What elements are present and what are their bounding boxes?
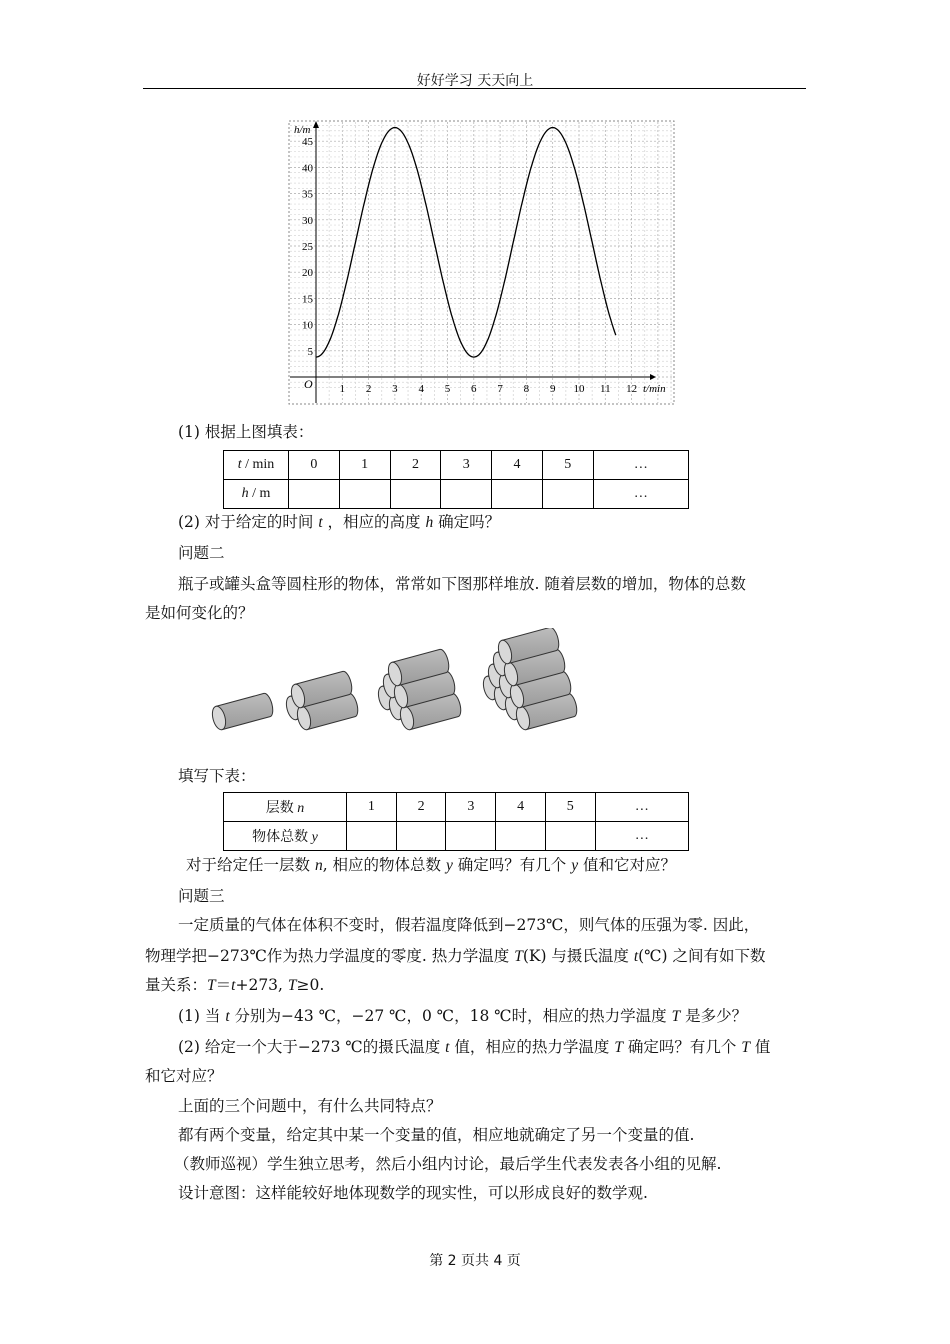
q1-label: (1) 根据上图填表： [178,423,314,441]
table-head-cell: 物体总数 y [224,822,347,851]
y-axis-label: h/m [294,124,311,136]
x-tick-label: 11 [600,383,611,395]
y-axis-arrow [313,121,319,128]
x-tick-label: 6 [471,383,477,395]
y-tick-label: 20 [302,267,313,280]
x-axis-label: t/min [643,383,666,395]
table-cell: 2 [396,793,446,822]
cylinder [210,693,273,731]
design-intent: 设计意图：这样能较好地体现数学的现实性，可以形成良好的数学观. [178,1184,648,1202]
y-tick-label: 35 [302,188,313,201]
table-layers-count [223,792,689,851]
table-row [224,451,689,480]
table-cell: … [593,451,688,480]
x-tick-label: 2 [365,383,372,395]
y-tick-label: 45 [302,136,313,149]
table-cell [496,822,546,851]
x-tick-label: 10 [573,383,585,395]
table-cell: 1 [339,451,390,480]
y-tick-label: 5 [307,345,313,358]
table-cell [347,822,397,851]
teacher-note: （教师巡视）学生独立思考，然后小组内讨论，最后学生代表发表各小组的见解. [174,1155,722,1173]
x-tick-label: 9 [549,383,556,395]
problem-2-title: 问题二 [178,544,225,562]
table-cell: … [593,480,688,509]
problem-3-line-1: 一定质量的气体在体积不变时，假若温度降低到−273℃，则气体的压强为零. 因此， [178,916,760,934]
table-cell: 4 [496,793,546,822]
problem-3-question-1: (1) 当 t 分别为−43 ℃，−27 ℃，0 ℃，18 ℃时，相应的热力学温度 T 是多少？ [178,1007,748,1025]
page-footer: 第 2 页共 4 页 [429,1253,521,1269]
table-cell [441,480,492,509]
x-tick-label: 1 [339,383,346,395]
table-cell: 4 [492,451,543,480]
problem-2-question: 对于给定任一层数 n, 相应的物体总数 y 确定吗？有几个 y 值和它对应？ [186,856,677,874]
problem-3-question-2-cont: 和它对应？ [145,1067,223,1085]
header-rule [143,88,806,89]
table-cell [542,480,593,509]
summary-question: 上面的三个问题中，有什么共同特点？ [178,1097,442,1115]
table-cell: 3 [446,793,496,822]
problem-3-line-2: 物理学把−273℃作为热力学温度的零度. 热力学温度 T(K) 与摄氏温度 t(℃) 之间有如下数 [145,947,766,965]
origin-label: O [304,377,313,391]
x-tick-label: 4 [418,383,424,395]
table-head-cell: t / min [224,451,289,480]
table-cell: … [595,822,688,851]
x-tick-label: 12 [626,383,638,395]
y-tick-label: 40 [302,162,313,175]
page-header: 好好学习 天天向上 [416,73,534,89]
y-tick-label: 25 [302,241,313,253]
table-row [224,822,689,851]
table-cell [396,822,446,851]
y-tick-label: 10 [302,319,313,332]
table-head-cell: h / m [224,480,289,509]
problem-3-title: 问题三 [178,887,225,905]
table-cell: 3 [441,451,492,480]
x-tick-label: 7 [497,383,503,395]
table-cell: 5 [542,451,593,480]
table-cell [339,480,390,509]
fill-table-label: 填写下表： [178,767,256,785]
x-tick-label: 5 [444,383,451,395]
table-head-cell: 层数 n [224,793,347,822]
problem-3-line-3: 量关系：T＝t+273, T≥0. [145,976,325,994]
x-tick-label: 8 [523,383,530,395]
table-cell [545,822,595,851]
x-tick-label: 3 [392,383,398,395]
problem-2-text-line-2: 是如何变化的？ [145,604,254,622]
table-cell [446,822,496,851]
y-tick-label: 30 [302,214,313,227]
table-cell [390,480,441,509]
q1-question-2: (2) 对于给定的时间 t ，相应的高度 h 确定吗？ [178,513,501,531]
table-cell: 0 [289,451,340,480]
table-cell: … [595,793,688,822]
summary-answer: 都有两个变量，给定其中某一个变量的值，相应地就确定了另一个变量的值. [178,1126,695,1144]
table-cell: 1 [347,793,397,822]
table-cell: 2 [390,451,441,480]
x-axis-arrow [650,374,656,380]
cylinder-stacks-illustration [205,628,600,753]
table-row [224,480,689,509]
ferris-wheel-chart [288,120,678,405]
y-tick-label: 15 [302,293,313,306]
table-row [224,793,689,822]
table-cell [289,480,340,509]
problem-3-question-2: (2) 给定一个大于−273 ℃的摄氏温度 t 值，相应的热力学温度 T 确定吗？有几个 T 值 [178,1038,771,1056]
problem-2-text-line-1: 瓶子或罐头盒等圆柱形的物体，常常如下图那样堆放. 随着层数的增加，物体的总数 [178,575,746,593]
table-cell [492,480,543,509]
table-time-height [223,450,689,509]
table-cell: 5 [545,793,595,822]
